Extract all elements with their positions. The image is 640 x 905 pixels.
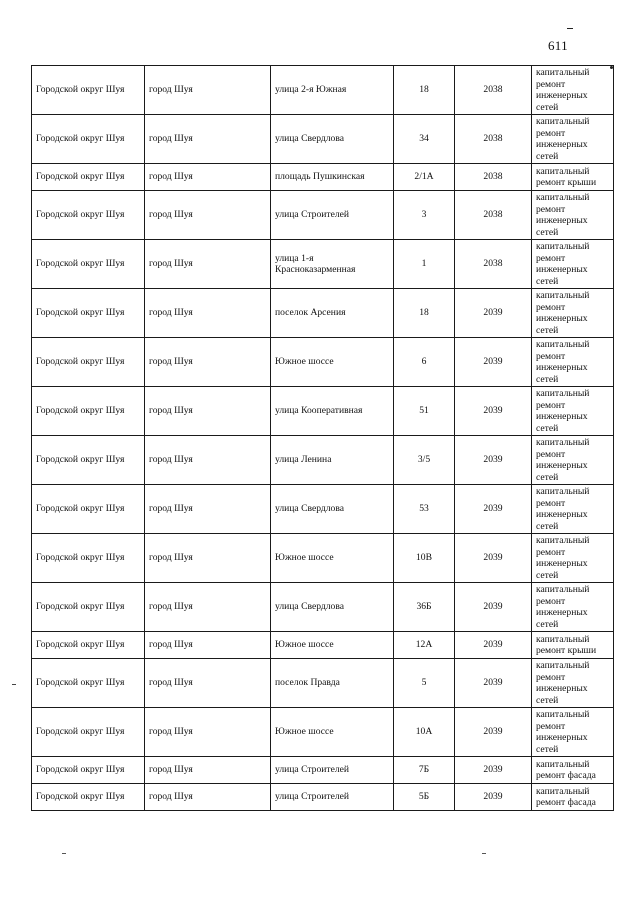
street-cell: улица Свердлова — [271, 115, 394, 164]
table-row — [32, 534, 614, 583]
street-cell: поселок Правда — [271, 659, 394, 708]
house-number-cell: 1 — [394, 240, 455, 289]
street-cell: улица Свердлова — [271, 583, 394, 632]
district-cell: Городской округ Шуя — [32, 534, 145, 583]
table-row — [32, 436, 614, 485]
district-cell: Городской округ Шуя — [32, 784, 145, 811]
house-number-cell: 34 — [394, 115, 455, 164]
scan-speck — [12, 684, 16, 685]
street-cell: улица Строителей — [271, 757, 394, 784]
work-type-cell: капитальный ремонт инженерных сетей — [532, 191, 614, 240]
city-cell: город Шуя — [145, 784, 271, 811]
city-cell: город Шуя — [145, 387, 271, 436]
table-row — [32, 659, 614, 708]
street-cell: улица 1-я Красноказарменная — [271, 240, 394, 289]
year-cell: 2039 — [455, 632, 532, 659]
district-cell: Городской округ Шуя — [32, 338, 145, 387]
district-cell: Городской округ Шуя — [32, 191, 145, 240]
work-type-cell: капитальный ремонт инженерных сетей — [532, 659, 614, 708]
house-number-cell: 18 — [394, 66, 455, 115]
year-cell: 2038 — [455, 191, 532, 240]
work-type-cell: капитальный ремонт инженерных сетей — [532, 485, 614, 534]
city-cell: город Шуя — [145, 757, 271, 784]
district-cell: Городской округ Шуя — [32, 387, 145, 436]
house-number-cell: 5 — [394, 659, 455, 708]
street-cell: Южное шоссе — [271, 338, 394, 387]
work-type-cell: капитальный ремонт инженерных сетей — [532, 436, 614, 485]
house-number-cell: 6 — [394, 338, 455, 387]
work-type-cell: капитальный ремонт инженерных сетей — [532, 387, 614, 436]
table-row — [32, 632, 614, 659]
work-type-cell: капитальный ремонт инженерных сетей — [532, 583, 614, 632]
house-number-cell: 10В — [394, 534, 455, 583]
city-cell: город Шуя — [145, 115, 271, 164]
housing-repair-table — [31, 65, 614, 811]
street-cell: площадь Пушкинская — [271, 164, 394, 191]
district-cell: Городской округ Шуя — [32, 659, 145, 708]
work-type-cell: капитальный ремонт крыши — [532, 164, 614, 191]
city-cell: город Шуя — [145, 66, 271, 115]
year-cell: 2039 — [455, 387, 532, 436]
year-cell: 2038 — [455, 66, 532, 115]
year-cell: 2039 — [455, 708, 532, 757]
house-number-cell: 36Б — [394, 583, 455, 632]
work-type-cell: капитальный ремонт инженерных сетей — [532, 115, 614, 164]
year-cell: 2038 — [455, 240, 532, 289]
work-type-cell: капитальный ремонт инженерных сетей — [532, 708, 614, 757]
scan-speck — [482, 853, 486, 854]
city-cell: город Шуя — [145, 659, 271, 708]
district-cell: Городской округ Шуя — [32, 240, 145, 289]
city-cell: город Шуя — [145, 164, 271, 191]
house-number-cell: 53 — [394, 485, 455, 534]
year-cell: 2039 — [455, 784, 532, 811]
street-cell: улица 2-я Южная — [271, 66, 394, 115]
year-cell: 2039 — [455, 583, 532, 632]
work-type-cell: капитальный ремонт фасада — [532, 757, 614, 784]
table-row — [32, 708, 614, 757]
table-row — [32, 240, 614, 289]
district-cell: Городской округ Шуя — [32, 485, 145, 534]
city-cell: город Шуя — [145, 191, 271, 240]
district-cell: Городской округ Шуя — [32, 583, 145, 632]
district-cell: Городской округ Шуя — [32, 436, 145, 485]
district-cell: Городской округ Шуя — [32, 757, 145, 784]
house-number-cell: 7Б — [394, 757, 455, 784]
city-cell: город Шуя — [145, 632, 271, 659]
house-number-cell: 10А — [394, 708, 455, 757]
year-cell: 2039 — [455, 757, 532, 784]
work-type-cell: капитальный ремонт инженерных сетей — [532, 338, 614, 387]
city-cell: город Шуя — [145, 338, 271, 387]
street-cell: Южное шоссе — [271, 708, 394, 757]
city-cell: город Шуя — [145, 485, 271, 534]
table-row — [32, 338, 614, 387]
work-type-cell: капитальный ремонт крыши — [532, 632, 614, 659]
city-cell: город Шуя — [145, 583, 271, 632]
house-number-cell: 3/5 — [394, 436, 455, 485]
district-cell: Городской округ Шуя — [32, 632, 145, 659]
year-cell: 2039 — [455, 289, 532, 338]
year-cell: 2039 — [455, 659, 532, 708]
year-cell: 2039 — [455, 338, 532, 387]
district-cell: Городской округ Шуя — [32, 289, 145, 338]
city-cell: город Шуя — [145, 534, 271, 583]
scan-speck — [62, 853, 66, 854]
street-cell: Южное шоссе — [271, 534, 394, 583]
work-type-cell: капитальный ремонт инженерных сетей — [532, 534, 614, 583]
street-cell: улица Строителей — [271, 784, 394, 811]
house-number-cell: 5Б — [394, 784, 455, 811]
table-row — [32, 485, 614, 534]
page-number: 611 — [548, 38, 568, 53]
work-type-cell: капитальный ремонт инженерных сетей — [532, 66, 614, 115]
work-type-cell: капитальный ремонт инженерных сетей — [532, 289, 614, 338]
year-cell: 2039 — [455, 436, 532, 485]
street-cell: Южное шоссе — [271, 632, 394, 659]
street-cell: улица Строителей — [271, 191, 394, 240]
street-cell: улица Кооперативная — [271, 387, 394, 436]
house-number-cell: 2/1А — [394, 164, 455, 191]
table-row — [32, 583, 614, 632]
work-type-cell: капитальный ремонт инженерных сетей — [532, 240, 614, 289]
year-cell: 2039 — [455, 534, 532, 583]
street-cell: улица Ленина — [271, 436, 394, 485]
year-cell: 2039 — [455, 485, 532, 534]
work-type-cell: капитальный ремонт фасада — [532, 784, 614, 811]
table-row — [32, 387, 614, 436]
district-cell: Городской округ Шуя — [32, 164, 145, 191]
year-cell: 2038 — [455, 115, 532, 164]
table-row — [32, 757, 614, 784]
house-number-cell: 12А — [394, 632, 455, 659]
city-cell: город Шуя — [145, 436, 271, 485]
street-cell: улица Свердлова — [271, 485, 394, 534]
street-cell: поселок Арсения — [271, 289, 394, 338]
table-row — [32, 66, 614, 115]
table-row — [32, 115, 614, 164]
year-cell: 2038 — [455, 164, 532, 191]
house-number-cell: 51 — [394, 387, 455, 436]
house-number-cell: 3 — [394, 191, 455, 240]
district-cell: Городской округ Шуя — [32, 115, 145, 164]
city-cell: город Шуя — [145, 240, 271, 289]
district-cell: Городской округ Шуя — [32, 66, 145, 115]
district-cell: Городской округ Шуя — [32, 708, 145, 757]
scan-mark — [567, 28, 573, 29]
house-number-cell: 18 — [394, 289, 455, 338]
table-row — [32, 164, 614, 191]
city-cell: город Шуя — [145, 289, 271, 338]
city-cell: город Шуя — [145, 708, 271, 757]
table-row — [32, 289, 614, 338]
table-row — [32, 191, 614, 240]
table-row — [32, 784, 614, 811]
